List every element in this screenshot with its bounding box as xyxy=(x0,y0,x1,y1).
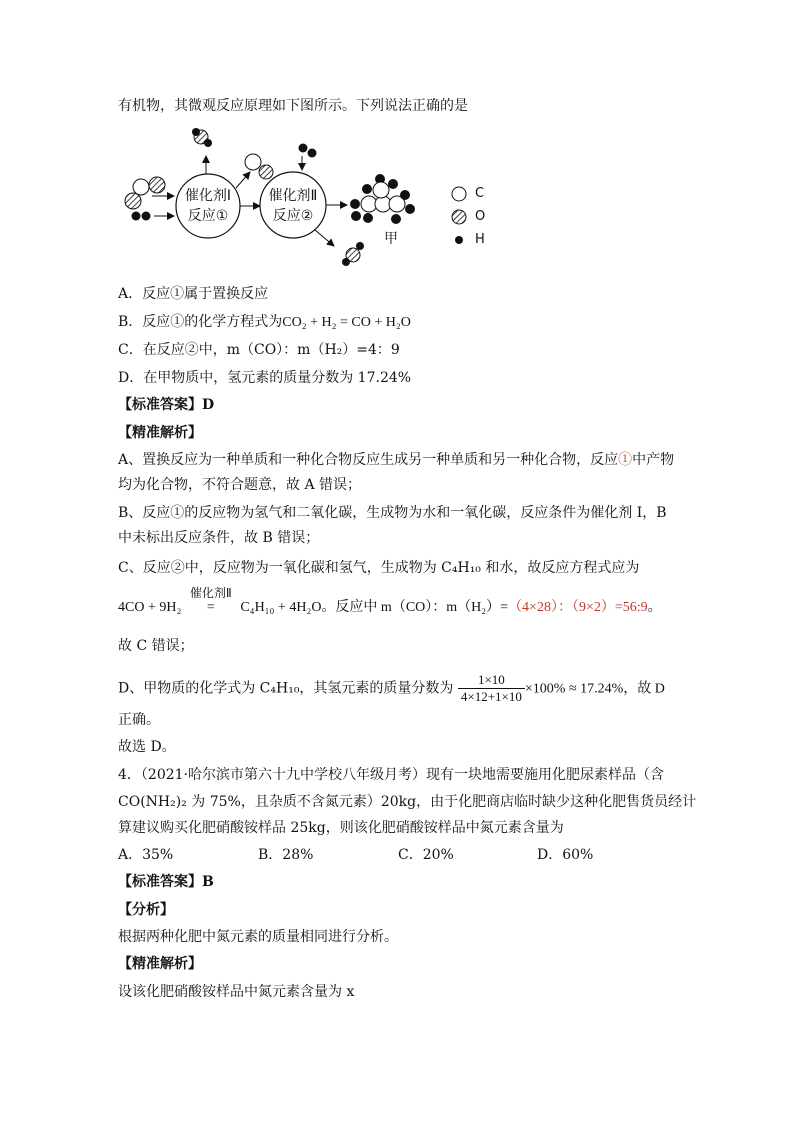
analysis-a-line2: 均为化合物，不符合题意，故 A 错误； xyxy=(118,477,362,493)
q4-option-b: B．28% xyxy=(258,847,314,863)
h2-molecule-icon xyxy=(299,144,317,158)
option-b xyxy=(118,312,411,333)
analysis-b-line1: B、反应①的反应物为氢气和二氧化碳，生成物为水和一氧化碳，反应条件为催化剂 I，B xyxy=(118,505,667,521)
q4-option-c: C．20% xyxy=(398,847,454,863)
q4-stem-line3: 算建议购买化肥硝酸铵样品 25kg，则该化肥硝酸铵样品中氮元素含量为 xyxy=(118,820,564,836)
carbon-legend-icon xyxy=(452,187,466,201)
co2-molecule-icon xyxy=(125,177,165,209)
q4-solution-label: 【精准解析】 xyxy=(118,956,202,972)
option-b-equation: CO₂ + H₂ = CO + H₂O xyxy=(282,315,411,330)
analysis-b-line2: 中未标出反应条件，故 B 错误； xyxy=(118,530,320,546)
option-b-text: B．反应①的化学方程式为 xyxy=(118,314,283,330)
h2-molecule-icon xyxy=(132,212,151,221)
analysis-d-tail: ×100% ≈ 17.24%，故 D xyxy=(524,681,665,697)
standard-answer: 【标准答案】D xyxy=(118,397,215,413)
analysis-d-line1 xyxy=(118,672,665,705)
analysis-c-line1: C、反应②中，反应物为一氧化碳和氢气，生成物为 C₄H₁₀ 和水，故反应方程式应为 xyxy=(118,560,640,576)
q4-analysis: 根据两种化肥中氮元素的质量相同进行分析。 xyxy=(118,929,398,945)
catalyst-2-name: 催化剂Ⅱ xyxy=(268,188,318,204)
q4-answer: 【标准答案】B xyxy=(118,874,214,890)
analysis-c-line3: 故 C 错误； xyxy=(118,638,194,654)
reaction-1-name: 反应① xyxy=(187,208,229,224)
q4-analysis-label: 【分析】 xyxy=(118,902,174,918)
equation-end: 。 xyxy=(647,600,662,615)
fraction-numerator: 1×10 xyxy=(458,672,525,689)
product-label: 甲 xyxy=(384,231,398,247)
hydrogen-legend-icon xyxy=(455,236,463,244)
equation-left: 4CO + 9H₂ xyxy=(118,600,182,615)
mass-fraction xyxy=(458,672,525,705)
equation-tail: 。反应中 m（CO）：m（H₂）= xyxy=(321,600,509,615)
q4-stem-line1: 4．（2021·哈尔滨市第六十九中学校八年级月考）现有一块地需要施用化肥尿素样品（含 xyxy=(118,767,664,783)
option-a: A．反应①属于置换反应 xyxy=(118,286,269,302)
reaction-1-marker: ① xyxy=(618,452,633,468)
analysis-d-text: D、甲物质的化学式为 C₄H₁₀，其氢元素的质量分数为 xyxy=(118,680,454,697)
equation-condition: 催化剂Ⅱ xyxy=(189,586,232,600)
reaction-2-name: 反应② xyxy=(272,208,314,224)
co-molecule-icon xyxy=(245,154,273,179)
q4-option-d: D．60% xyxy=(537,847,594,863)
q4-option-a: A．35% xyxy=(118,847,174,863)
q4-solution-line1: 设该化肥硝酸铵样品中氮元素含量为 x xyxy=(118,984,355,1000)
option-c: C．在反应②中，m（CO）：m（H₂）=4：9 xyxy=(118,342,400,358)
analysis-a-line1 xyxy=(118,450,674,470)
oxygen-legend-icon xyxy=(452,210,466,224)
mass-ratio: （4×28）：（9×2）=56:9 xyxy=(508,600,648,615)
product-molecule-icon xyxy=(350,174,415,224)
question-intro: 有机物，其微观反应原理如下图所示。下列说法正确的是 xyxy=(118,98,468,114)
analysis-c-equation xyxy=(118,586,662,618)
analysis-d-line2: 正确。 xyxy=(118,712,160,728)
equation-right: C₄H₁₀ + 4H₂O xyxy=(240,600,322,615)
option-d: D．在甲物质中，氢元素的质量分数为 17.24% xyxy=(118,370,412,386)
analysis-a-tail: 中产物 xyxy=(632,452,675,468)
fraction-denominator: 4×12+1×10 xyxy=(460,689,522,704)
analysis-heading: 【精准解析】 xyxy=(118,425,202,441)
catalyst-1-label xyxy=(178,186,238,226)
equation-sign: = xyxy=(206,600,215,615)
legend-label-o: O xyxy=(475,209,486,224)
water-molecule-icon xyxy=(342,242,364,266)
q4-stem-line2: CO(NH₂)₂ 为 75%，且杂质不含氮元素）20kg，由于化肥商店临时缺少这种化肥售货员经计 xyxy=(118,794,697,810)
conclusion: 故选 D。 xyxy=(118,739,176,755)
legend-label-c: C xyxy=(475,186,485,201)
water-molecule-icon xyxy=(192,128,212,147)
catalyst-1-name: 催化剂Ⅰ xyxy=(184,188,232,204)
analysis-a-text: A、置换反应为一种单质和一种化合物反应生成另一种单质和另一种化合物，反应 xyxy=(118,452,619,468)
legend-label-h: H xyxy=(475,232,485,247)
catalyst-2-label xyxy=(261,186,325,226)
